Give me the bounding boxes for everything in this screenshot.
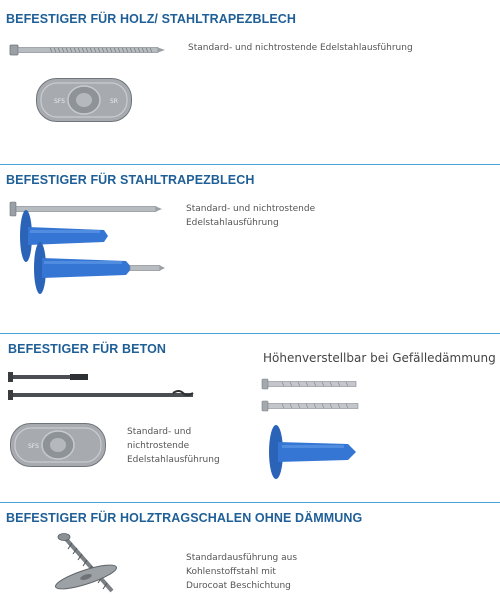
screw-with-plastic-sleeve-icon (8, 200, 168, 300)
oval-washer-plate-icon (10, 423, 106, 467)
section-2-description: Standard- und nichtrostende Edelstahlausführung (186, 204, 316, 228)
section-2-heading: BEFESTIGER FÜR STAHLTRAPEZBLECH (6, 173, 255, 187)
oval-washer-plate-icon (36, 78, 132, 122)
section-1-description: Standard- und nichtrostende Edelstahlausführung (188, 43, 413, 53)
svg-text:SFS: SFS (28, 443, 39, 450)
wood-screw-with-washer-icon (50, 533, 130, 597)
section-4-description: Standardausführung aus Kohlenstoffstahl mit Durocoat Beschichtung (186, 553, 298, 591)
concrete-anchor-icon (8, 368, 198, 402)
svg-text:SFS: SFS (54, 98, 65, 105)
section-1-heading: BEFESTIGER FÜR HOLZ/ STAHLTRAPEZBLECH (6, 12, 297, 26)
svg-text:SR: SR (110, 98, 118, 105)
section-divider (0, 333, 500, 334)
section-4-heading: BEFESTIGER FÜR HOLZTRAGSCHALEN OHNE DÄMMUNG (6, 511, 363, 525)
adjustable-screw-icon (262, 376, 362, 416)
section-3-heading: BEFESTIGER FÜR BETON (8, 342, 167, 356)
section-divider (0, 502, 500, 503)
plastic-sleeve-icon (268, 424, 360, 480)
section-divider (0, 164, 500, 165)
long-screw-icon (10, 40, 170, 60)
section-3-note: Höhenverstellbar bei Gefälledämmung (263, 351, 496, 365)
section-3-description: Standard- und nichtrostende Edelstahlausführung (127, 427, 220, 465)
